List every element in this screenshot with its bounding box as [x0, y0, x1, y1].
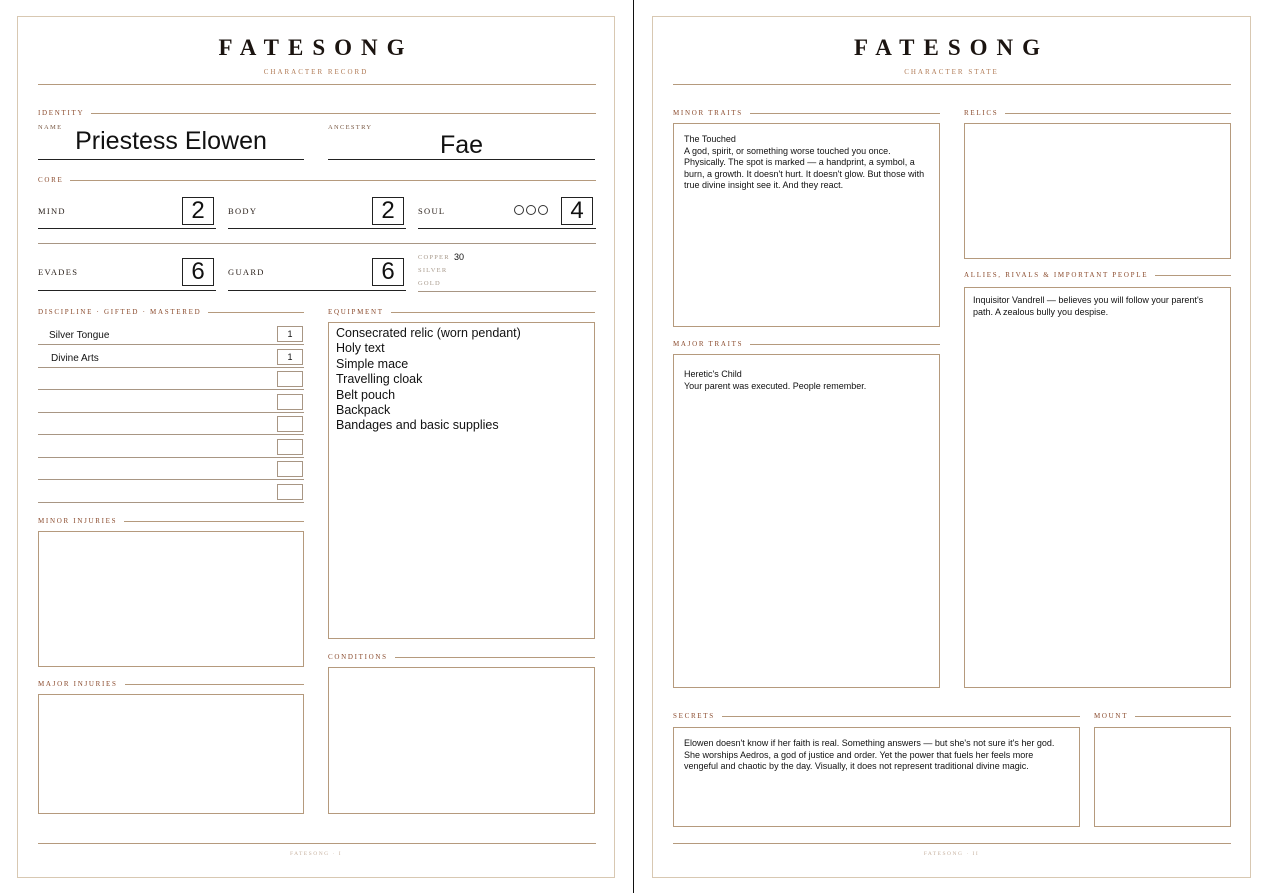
discipline-row-line: [38, 479, 304, 480]
character-state-page: [652, 16, 1251, 878]
silver-label: SILVER: [418, 267, 448, 274]
coin-underline: [418, 291, 596, 292]
ancestry-underline: [328, 159, 595, 160]
copper-label: COPPER: [418, 254, 450, 261]
discipline-row-line: [38, 412, 304, 413]
minor-traits-heading: MINOR TRAITS: [673, 109, 750, 117]
secrets-rule: [673, 716, 1080, 717]
equipment-item: Holy text: [336, 341, 385, 356]
relics-heading: RELICS: [964, 109, 1005, 117]
name-field[interactable]: Priestess Elowen: [75, 127, 267, 155]
conditions-heading: CONDITIONS: [328, 653, 395, 661]
allies-box[interactable]: [964, 287, 1231, 688]
discipline-rank[interactable]: [277, 394, 303, 410]
secrets-heading: SECRETS: [673, 712, 722, 720]
major-traits-heading: MAJOR TRAITS: [673, 340, 750, 348]
guard-underline: [228, 290, 406, 291]
name-label: NAME: [38, 124, 63, 131]
conditions-box[interactable]: [328, 667, 595, 814]
allies-heading: ALLIES, RIVALS & IMPORTANT PEOPLE: [964, 271, 1155, 279]
header-rule: [673, 84, 1231, 85]
equipment-item: Travelling cloak: [336, 372, 423, 387]
equipment-item: Consecrated relic (worn pendant): [336, 326, 521, 340]
equipment-item: Simple mace: [336, 356, 409, 371]
core-divider: [38, 243, 596, 244]
discipline-row-line: [38, 367, 304, 368]
brand-title: FATESONG: [853, 35, 1050, 60]
equipment-box[interactable]: [328, 322, 595, 639]
soul-pip-icon[interactable]: [538, 205, 548, 215]
relics-box[interactable]: [964, 123, 1231, 259]
name-underline: [38, 159, 304, 160]
page-divider: [633, 0, 634, 893]
body-underline: [228, 228, 406, 229]
brand-title: FATESONG: [218, 35, 414, 60]
mind-label: MIND: [38, 206, 66, 216]
mind-value[interactable]: 2: [182, 197, 214, 225]
secrets-text: Elowen doesn't know if her faith is real. Something answers — but she's not sure it's her god. She worships Aedros, a god of justice and order. Yet the power that fuels her feels more vengeful and chaotic by the day. Visually, it does not represent traditional divine magic.: [684, 738, 1055, 771]
page-subtitle: CHARACTER RECORD: [263, 68, 369, 76]
evades-value[interactable]: 6: [182, 258, 214, 286]
major-injuries-heading: MAJOR INJURIES: [38, 680, 125, 688]
discipline-rank[interactable]: [277, 484, 303, 500]
discipline-rank[interactable]: [277, 461, 303, 477]
major-traits-text: Heretic's Child Your parent was executed. People remember.: [684, 369, 867, 391]
secrets-box[interactable]: [673, 727, 1080, 827]
major-injuries-box[interactable]: [38, 694, 304, 814]
discipline-rank[interactable]: [277, 416, 303, 432]
discipline-rank[interactable]: 1: [277, 349, 303, 365]
guard-label: GUARD: [228, 267, 265, 277]
identity-rule: [38, 113, 596, 114]
discipline-name[interactable]: Silver Tongue: [49, 330, 110, 341]
gold-label: GOLD: [418, 280, 441, 287]
copper-value[interactable]: 30: [454, 252, 465, 262]
ancestry-label: ANCESTRY: [328, 124, 373, 131]
minor-traits-text: The Touched A god, spirit, or something worse touched you once. Physically. The spot is marked — a handprint, a symbol, a burn, a growth. It doesn't hurt. It doesn't glow. But those with true divine insight see it. And they react.: [684, 134, 925, 190]
mind-underline: [38, 228, 216, 229]
discipline-heading: DISCIPLINE · GIFTED · MASTERED: [38, 308, 208, 316]
core-rule: [38, 180, 596, 181]
footer-rule: [673, 843, 1231, 844]
mount-box[interactable]: [1094, 727, 1231, 827]
body-value[interactable]: 2: [372, 197, 404, 225]
header-rule: [38, 84, 596, 85]
soul-label: SOUL: [418, 206, 446, 216]
ancestry-field[interactable]: Fae: [439, 131, 484, 159]
equipment-list: [336, 326, 521, 434]
discipline-row-line: [38, 502, 304, 503]
soul-pip-icon[interactable]: [526, 205, 536, 215]
soul-pips[interactable]: [514, 205, 550, 217]
discipline-name[interactable]: Divine Arts: [51, 353, 99, 364]
discipline-row-line: [38, 434, 304, 435]
discipline-row-line: [38, 344, 304, 345]
minor-injuries-heading: MINOR INJURIES: [38, 517, 124, 525]
character-record-page: [17, 16, 615, 878]
discipline-rank[interactable]: [277, 439, 303, 455]
identity-heading: IDENTITY: [38, 109, 91, 117]
core-heading: CORE: [38, 176, 70, 184]
discipline-row-line: [38, 389, 304, 390]
guard-value[interactable]: 6: [372, 258, 404, 286]
equipment-item: Backpack: [336, 403, 391, 418]
page-footer: FATESONG · I: [289, 851, 343, 857]
discipline-row-line: [38, 457, 304, 458]
minor-injuries-box[interactable]: [38, 531, 304, 667]
soul-pip-icon[interactable]: [514, 205, 524, 215]
allies-text: Inquisitor Vandrell — believes you will follow your parent's path. A zealous bully you despise.: [973, 295, 1204, 317]
mount-heading: MOUNT: [1094, 712, 1135, 720]
footer-rule: [38, 843, 596, 844]
equipment-item: Bandages and basic supplies: [336, 418, 499, 433]
major-traits-box[interactable]: [673, 354, 940, 688]
evades-underline: [38, 290, 216, 291]
soul-value[interactable]: 4: [561, 197, 593, 225]
minor-traits-box[interactable]: [673, 123, 940, 327]
page-footer: FATESONG · II: [923, 851, 980, 857]
discipline-rank[interactable]: 1: [277, 326, 303, 342]
equipment-heading: EQUIPMENT: [328, 308, 391, 316]
equipment-item: Belt pouch: [336, 387, 396, 402]
page-subtitle: CHARACTER STATE: [904, 68, 999, 76]
soul-underline: [418, 228, 596, 229]
body-label: BODY: [228, 206, 258, 216]
evades-label: EVADES: [38, 267, 79, 277]
discipline-rank[interactable]: [277, 371, 303, 387]
